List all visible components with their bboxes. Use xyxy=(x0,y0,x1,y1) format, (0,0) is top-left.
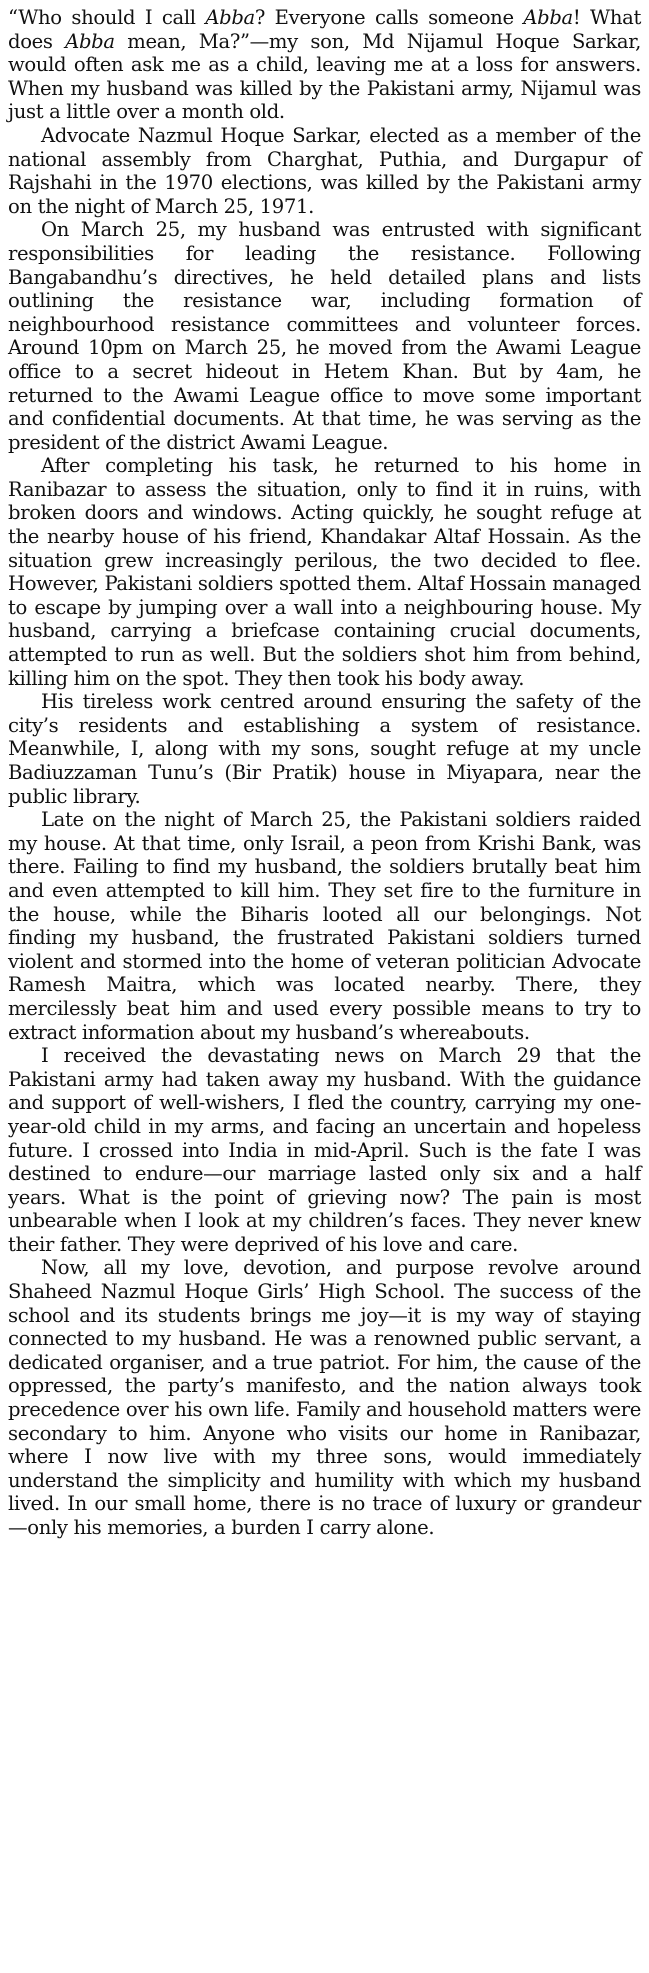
paragraph-6: Late on the night of March 25, the Pakistani soldiers raided my house. At that time, only Israil, a peon from Krishi Bank, was there. Failing to find my husband, the soldiers brutally beat him and even attempted to kill him. They set fire to the furniture in the house, while the Biharis looted all our belongings. Not finding my husband, the frustrated Pakistani soldiers turned violent and stormed into the home of veteran politician Advocate Ramesh Maitra, which was located nearby. There, they mercilessly beat him and used every possible means to try to extract information about my husband’s whereabouts. xyxy=(8,808,641,1044)
paragraph-2: Advocate Nazmul Hoque Sarkar, elected as a member of the national assembly from Charghat, Puthia, and Durgapur of Rajshahi in the 1970 elections, was killed by the Pakistani army on the night of March 25, 1971. xyxy=(8,123,641,218)
paragraph-5: His tireless work centred around ensuring the safety of the city’s residents and establishing a system of resistance. Meanwhile, I, along with my sons, sought refuge at my uncle Badiuzzaman Tunu’s (Bir Pratik) house in Miyapara, near the public library. xyxy=(8,690,641,808)
p1-abba-1: Abba xyxy=(205,6,255,29)
paragraph-8: Now, all my love, devotion, and purpose revolve around Shaheed Nazmul Hoque Girls’ High School. The success of the school and its students brings me joy—it is my way of staying connected to my husband. He was a renowned public servant, a dedicated organiser, and a true patriot. For him, the cause of the oppressed, the party’s manifesto, and the nation always took precedence over his own life. Family and household matters were secondary to him. Anyone who visits our home in Ranibazar, where I now live with my three sons, would immediately understand the simplicity and humility with which my husband lived. In our small home, there is no trace of luxury or grandeur—only his memories, a burden I carry alone. xyxy=(8,1256,641,1539)
p1-abba-2: Abba xyxy=(523,6,573,29)
p1-abba-3: Abba xyxy=(65,29,115,53)
paragraph-7: I received the devastating news on March 29 that the Pakistani army had taken away my husband. With the guidance and support of well-wishers, I fled the country, carrying my one-year-old child in my arms, and facing an uncertain and hopeless future. I crossed into India in mid-April. Such is the fate I was destined to endure—our marriage lasted only six and a half years. What is the point of grieving now? The pain is most unbearable when I look at my children’s faces. They never knew their father. They were deprived of his love and care. xyxy=(8,1044,641,1256)
paragraph-1 xyxy=(8,6,641,124)
p1-text-e: ! What does xyxy=(8,6,641,53)
p1-text-a: “Who should I call xyxy=(8,6,206,29)
paragraph-4: After completing his task, he returned to his home in Ranibazar to assess the situation, only to find it in ruins, with broken doors and windows. Acting quickly, he sought refuge at the nearby house of his friend, Khandakar Altaf Hossain. As the situation grew increasingly perilous, the two decided to flee. However, Pakistani soldiers spotted them. Altaf Hossain managed to escape by jumping over a wall into a neighbouring house. My husband, carrying a briefcase containing crucial documents, attempted to run as well. But the soldiers shot him from behind, killing him on the spot. They then took his body away. xyxy=(8,454,641,690)
p1-text-g: mean, Ma?”—my son, Md Nijamul Hoque Sarkar, would often ask me as a child, leaving me at a loss for answers. When my husband was killed by the Pakistani army, Nijamul was just a little over a month old. xyxy=(8,29,641,124)
paragraph-3: On March 25, my husband was entrusted with significant responsibilities for leading the resistance. Following Bangabandhu’s directives, he held detailed plans and lists outlining the resistance war, including formation of neighbourhood resistance committees and volunteer forces. Around 10pm on March 25, he moved from the Awami League office to a secret hideout in Hetem Khan. But by 4am, he returned to the Awami League office to move some important and confidential documents. At that time, he was serving as the president of the district Awami League. xyxy=(8,218,641,454)
p1-text-c: ? Everyone calls someone xyxy=(254,6,524,29)
